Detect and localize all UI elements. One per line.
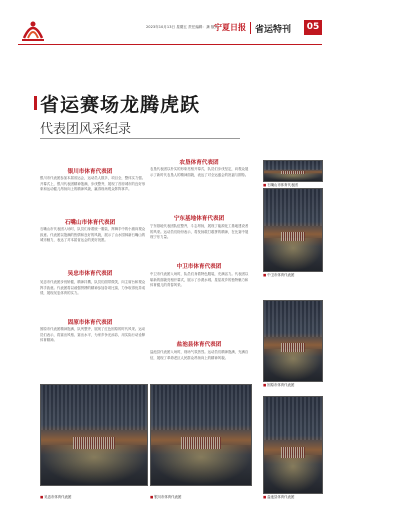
photo-delegation-tall: [263, 188, 323, 272]
section-text-wuzhong: 吴忠市代表团步伐矫健，精神抖擞，队员们面带微笑，向主席台和观众挥手致意。代表团将以顽强拼搏的精神参加各项比赛，力争取得优异成绩，展现吴忠体育的实力。: [40, 280, 146, 296]
photo-caption: ■ 石嘴山市体育代表团: [263, 182, 298, 187]
photo-caption: ■ 银川市体育代表团: [150, 494, 181, 499]
photo-caption: ■ 中卫市体育代表团: [263, 272, 294, 277]
photo-caption: ■ 吴忠市体育代表团: [40, 494, 71, 499]
section-title-shizuishan: 石嘴山市体育代表团: [64, 220, 116, 226]
photo-opening-top: [263, 160, 323, 182]
section-text-yinchuan: 银川市代表团参加本届省运会，运动员人数多，项目全，整体实力强。开幕式上，银川代表团精神饱满，步伐整齐，展现了首府城市的良好形象和运动健儿昂扬向上的精神风貌，赢得现场观众阵阵掌声。: [40, 176, 146, 192]
section-title-guyuan: 固原市体育代表团: [67, 320, 113, 326]
section-title-zhongwei: 中卫市体育代表团: [176, 264, 222, 270]
section-title-yanchi: 盐池县体育代表团: [176, 342, 222, 348]
section-text-nonggen: 农垦代表团以朴实的形象亮相开幕式，队员们步伐坚定，向观众展示了新时代农垦人的精神面貌，表达了对全运盛会的祝福与期待。: [150, 167, 249, 177]
section-text-guyuan: 固原市代表团精神饱满，队列整齐，展现了红色固原的时代风采。运动员们表示，将赛出风格、赛出水平，为家乡争光添彩，用实际行动诠释体育精神。: [40, 327, 146, 343]
issue-date-line: 2023年10月13日 星期五 责任编辑：龚 版式：: [146, 25, 222, 29]
section-text-ningdong: 宁东基地代表团队伍整齐，斗志昂扬，展现了能源化工基地建设者的风采。运动员们纷纷表示，将发扬敢打敢拼的精神，在比赛中展现宁东力量。: [150, 224, 249, 240]
section-title-ningdong: 宁东基地体育代表团: [173, 216, 225, 222]
photo-delegation-middle: [263, 300, 323, 382]
page-number-badge: 05: [304, 20, 322, 35]
newspaper-brand: 宁夏日报: [214, 22, 246, 32]
section-title-wuzhong: 吴忠市体育代表团: [67, 271, 113, 277]
section-title-nonggen-top: 农垦体育代表团: [179, 160, 219, 166]
photo-delegation-left: [40, 384, 148, 486]
header-rule: [18, 44, 322, 45]
photo-caption: ■ 盐池县体育代表团: [263, 494, 294, 499]
section-text-shizuishan: 石嘴山市代表团入场时，队员们身着统一服装，挥舞手中的小旗向观众致意。代表团以饱满的热情和良好的风貌，展示了山水园林新石嘴山的城市魅力，表达了对本届省运会的美好祝愿。: [40, 227, 146, 243]
headline-accent: [34, 96, 37, 110]
page-headline: 省运赛场龙腾虎跃: [40, 94, 201, 116]
section-text-yanchi: 盐池县代表团入场时，现场气氛热烈。运动员们精神饱满，充满自信，展现了革命老区人民群众昂扬向上的精神风貌。: [150, 350, 249, 360]
section-title-yinchuan: 银川市体育代表团: [67, 169, 113, 175]
page-subheadline: 代表团风采纪录: [40, 122, 132, 137]
subheadline-rule: [40, 138, 240, 139]
section-text-zhongwei: 中卫市代表团入场时，队员们身着特色服装，充满活力。代表团以崭新的面貌亮相开幕式，展示了沙漠水城、星星故乡的独特魅力和体育健儿的青春风采。: [150, 272, 249, 288]
photo-caption: ■ 固原市体育代表团: [263, 382, 294, 387]
header-divider: [250, 22, 251, 34]
column-title: 省运特刊: [255, 25, 292, 35]
photo-delegation-bottom: [263, 396, 323, 494]
games-emblem-icon: [18, 16, 48, 44]
photo-delegation-center: [150, 384, 252, 486]
